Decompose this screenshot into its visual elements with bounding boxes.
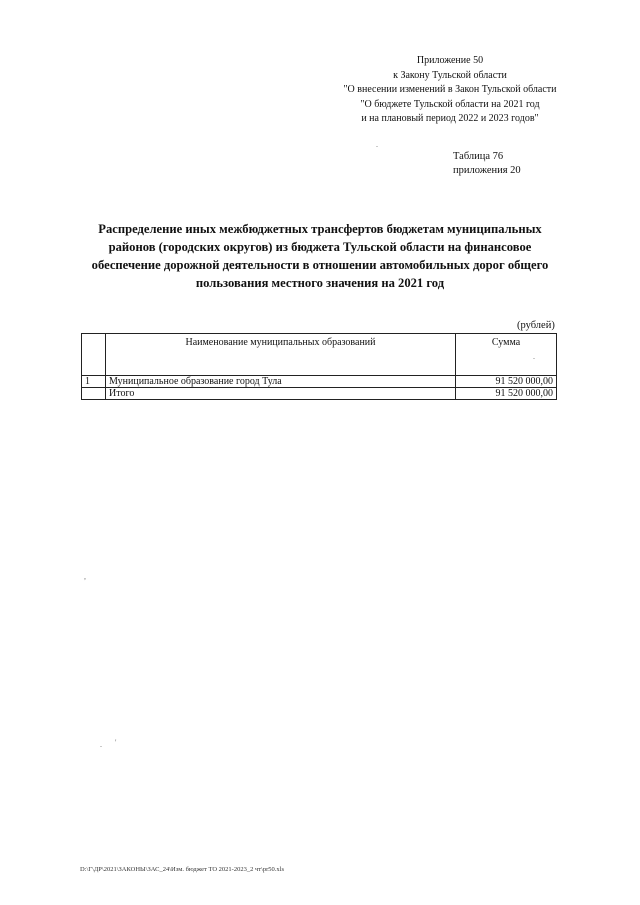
total-sum: 91 520 000,00 bbox=[456, 388, 557, 400]
title-line: районов (городских округов) из бюджета Тульской области на финансовое bbox=[108, 240, 532, 254]
appendix-line: к Закону Тульской области bbox=[393, 69, 507, 81]
appendix-line: "О внесении изменений в Закон Тульской области bbox=[343, 84, 557, 95]
row-number: 1 bbox=[82, 376, 106, 388]
table-ref-number: Таблица 76 bbox=[453, 151, 504, 162]
transfers-table bbox=[81, 333, 557, 400]
title-line: обеспечение дорожной деятельности в отношении автомобильных дорог общего bbox=[91, 258, 549, 272]
table-row bbox=[82, 376, 557, 388]
row-municipality: Муниципальное образование город Тула bbox=[106, 376, 456, 388]
table-header-row bbox=[82, 334, 557, 376]
scan-mark: ' bbox=[115, 738, 117, 747]
header-number bbox=[82, 334, 106, 376]
scan-mark: . bbox=[533, 352, 535, 361]
header-sum: Сумма bbox=[456, 334, 557, 376]
scan-mark: . bbox=[100, 740, 102, 749]
table-total-row bbox=[82, 388, 557, 400]
units-label: (рублей) bbox=[517, 320, 555, 331]
total-number-cell bbox=[82, 388, 106, 400]
title-line: пользования местного значения на 2021 год bbox=[195, 276, 445, 290]
scan-mark: , bbox=[84, 572, 86, 581]
appendix-header bbox=[300, 54, 600, 127]
header-municipality: Наименование муниципальных образований bbox=[106, 334, 456, 376]
appendix-line: и на плановый период 2022 и 2023 годов" bbox=[361, 113, 539, 124]
appendix-line: Приложение 50 bbox=[416, 55, 484, 66]
row-sum: 91 520 000,00 bbox=[456, 376, 557, 388]
table-ref-appendix: приложения 20 bbox=[453, 165, 521, 176]
title-line: Распределение иных межбюджетных трансфертов бюджетам муниципальных bbox=[98, 222, 542, 236]
appendix-line: "О бюджете Тульской области на 2021 год bbox=[360, 98, 540, 110]
total-label: Итого bbox=[106, 388, 456, 400]
table-reference bbox=[453, 150, 521, 178]
scan-mark: . bbox=[376, 140, 378, 149]
file-path-footer: D:\Г\ДР\2021\ЗАКОНЫ\ЗАС_24\Изм. бюджет ТО 2021-2023_2 чт\pr50.xls bbox=[80, 866, 284, 873]
document-title bbox=[80, 220, 560, 292]
